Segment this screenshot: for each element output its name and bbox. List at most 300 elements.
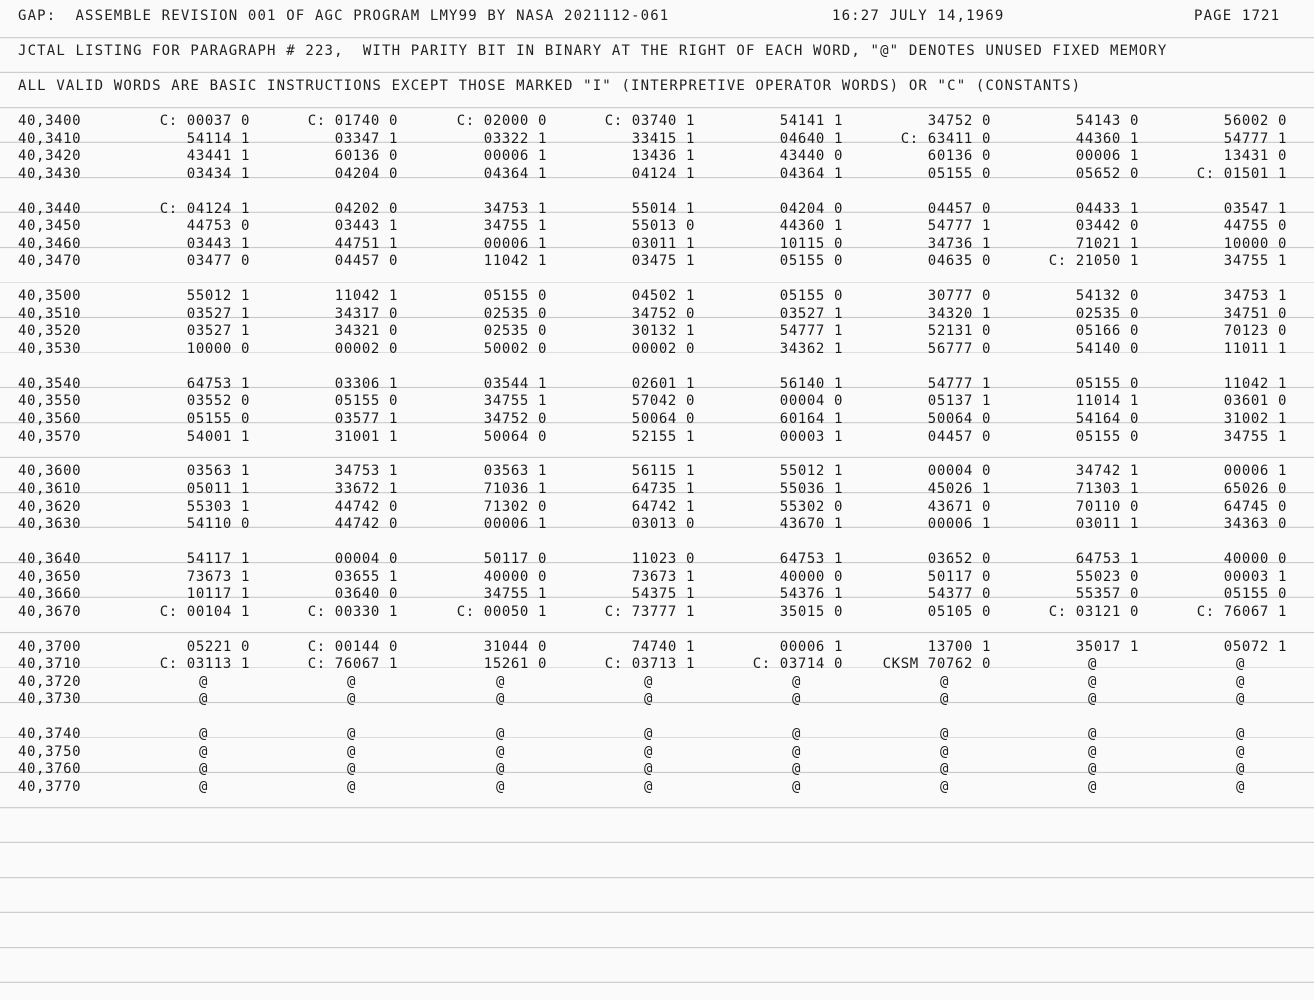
octal-word: 52131 0 [927, 323, 991, 340]
octal-word: 02535 0 [483, 305, 547, 322]
octal-word: 05166 0 [1075, 323, 1139, 340]
octal-word: 05221 0 [186, 638, 250, 655]
unused-memory-word: @ [1235, 761, 1245, 778]
octal-word: C: 73777 1 [604, 603, 695, 620]
unused-memory-word: @ [939, 673, 949, 690]
octal-word: 10117 1 [186, 586, 250, 603]
octal-word: 04635 0 [927, 253, 991, 270]
memory-address: 40,3610 [18, 481, 82, 497]
octal-word: 13700 1 [927, 638, 991, 655]
octal-word: 44751 1 [334, 235, 398, 252]
listing-row [0, 288, 1314, 305]
octal-word: 00004 0 [779, 393, 843, 410]
octal-word: 54114 1 [186, 130, 250, 147]
octal-word: 00003 1 [779, 428, 843, 445]
listing-row [0, 463, 1314, 480]
unused-memory-word: @ [939, 779, 949, 795]
octal-word: 00006 1 [483, 148, 547, 165]
octal-word: 34752 0 [631, 305, 695, 322]
octal-word: 54377 0 [927, 586, 991, 603]
octal-word: 52155 1 [631, 428, 695, 445]
unused-memory-word: @ [346, 726, 356, 743]
octal-word: 03443 1 [186, 235, 250, 252]
listing-row [0, 551, 1314, 568]
octal-word: 44360 1 [1075, 130, 1139, 147]
octal-word: 34736 1 [927, 235, 991, 252]
octal-word: 54777 1 [927, 218, 991, 235]
octal-word: 34753 1 [1223, 288, 1287, 305]
octal-word: 00004 0 [334, 551, 398, 567]
unused-memory-word: @ [346, 691, 356, 708]
octal-word: 60136 0 [927, 148, 991, 165]
listing-row [0, 499, 1314, 516]
octal-word: 34363 0 [1223, 516, 1287, 533]
unused-memory-word: @ [495, 779, 505, 795]
octal-word: 30132 1 [631, 323, 695, 340]
listing-row [0, 376, 1314, 393]
unused-memory-word: @ [791, 779, 801, 795]
octal-word: 04502 1 [631, 288, 695, 305]
octal-word: C: 00144 0 [307, 638, 398, 655]
memory-address: 40,3720 [18, 673, 82, 690]
octal-word: 04364 1 [483, 165, 547, 182]
octal-word: 54141 1 [779, 113, 843, 129]
octal-word: 71021 1 [1075, 235, 1139, 252]
listing-row [0, 586, 1314, 603]
octal-word: 05155 0 [1223, 586, 1287, 603]
octal-word: 11014 1 [1075, 393, 1139, 410]
octal-word: 34755 1 [483, 393, 547, 410]
octal-word: 03477 0 [186, 253, 250, 270]
listing-row [0, 604, 1314, 621]
octal-word: 03655 1 [334, 568, 398, 585]
octal-word: 11023 0 [631, 551, 695, 567]
listing-timestamp: 16:27 JULY 14,1969 [832, 8, 1005, 24]
unused-memory-word: @ [643, 691, 653, 708]
octal-word: 03552 0 [186, 393, 250, 410]
octal-word: 03011 1 [1075, 516, 1139, 533]
octal-word: 05155 0 [483, 288, 547, 305]
unused-memory-word: @ [1087, 743, 1097, 760]
octal-word: 03547 1 [1223, 200, 1287, 217]
octal-word: 35015 0 [779, 603, 843, 620]
memory-address: 40,3420 [18, 148, 82, 165]
octal-word: 71036 1 [483, 481, 547, 497]
memory-address: 40,3430 [18, 165, 82, 182]
memory-address: 40,3500 [18, 288, 82, 305]
octal-word: 05652 0 [1075, 165, 1139, 182]
unused-memory-word: @ [198, 691, 208, 708]
unused-memory-word: @ [791, 743, 801, 760]
unused-memory-word: @ [1087, 691, 1097, 708]
octal-word: 03601 0 [1223, 393, 1287, 410]
octal-word: 54001 1 [186, 428, 250, 445]
octal-word: 00006 1 [483, 516, 547, 533]
octal-word: 74740 1 [631, 638, 695, 655]
octal-word: 02535 0 [1075, 305, 1139, 322]
memory-address: 40,3520 [18, 323, 82, 340]
octal-word: 73673 1 [631, 568, 695, 585]
memory-address: 40,3470 [18, 253, 82, 270]
listing-row [0, 744, 1314, 761]
octal-word: 03652 0 [927, 551, 991, 567]
listing-row [0, 236, 1314, 253]
octal-word: 33415 1 [631, 130, 695, 147]
octal-word: 03442 0 [1075, 218, 1139, 235]
octal-word: 55012 1 [186, 288, 250, 305]
octal-word: 05155 0 [1075, 428, 1139, 445]
unused-memory-word: @ [1087, 673, 1097, 690]
memory-address: 40,3700 [18, 638, 82, 655]
octal-word: 54110 0 [186, 516, 250, 533]
octal-word: 11011 1 [1223, 341, 1287, 357]
octal-word: 44742 0 [334, 498, 398, 515]
memory-address: 40,3740 [18, 726, 82, 743]
unused-memory-word: @ [939, 726, 949, 743]
listing-row [0, 393, 1314, 410]
octal-word: 40000 0 [483, 568, 547, 585]
listing-row [0, 481, 1314, 498]
listing-row [0, 691, 1314, 708]
listing-row [0, 113, 1314, 130]
unused-memory-word: @ [1087, 761, 1097, 778]
octal-word: 03443 1 [334, 218, 398, 235]
memory-address: 40,3670 [18, 603, 82, 620]
memory-address: 40,3570 [18, 428, 82, 445]
octal-word: 04433 1 [1075, 200, 1139, 217]
unused-memory-word: @ [791, 726, 801, 743]
listing-row [0, 516, 1314, 533]
octal-word: 55012 1 [779, 463, 843, 480]
octal-word: 15261 0 [483, 656, 547, 673]
octal-word: 31001 1 [334, 428, 398, 445]
listing-description: JCTAL LISTING FOR PARAGRAPH # 223, WITH PARITY BIT IN BINARY AT THE RIGHT OF EACH WORD, "@" DENOTES UNUSED FIXED MEMORY [18, 43, 1168, 59]
unused-memory-word: @ [791, 673, 801, 690]
memory-address: 40,3750 [18, 743, 82, 760]
octal-word: 34362 1 [779, 341, 843, 357]
octal-word: 64753 1 [1075, 551, 1139, 567]
memory-address: 40,3770 [18, 779, 82, 795]
listing-row [0, 761, 1314, 778]
octal-word: 04457 0 [927, 428, 991, 445]
octal-word: 03527 1 [186, 323, 250, 340]
unused-memory-word: @ [1235, 743, 1245, 760]
octal-word: 44360 1 [779, 218, 843, 235]
octal-word: 54117 1 [186, 551, 250, 567]
octal-word: 04457 0 [334, 253, 398, 270]
unused-memory-word: @ [198, 761, 208, 778]
octal-word: 03563 1 [483, 463, 547, 480]
octal-word: 55036 1 [779, 481, 843, 497]
listing-legend: ALL VALID WORDS ARE BASIC INSTRUCTIONS EXCEPT THOSE MARKED "I" (INTERPRETIVE OPERATOR WORDS) OR "C" (CONSTANTS) [18, 78, 1082, 94]
memory-address: 40,3650 [18, 568, 82, 585]
memory-address: 40,3660 [18, 586, 82, 603]
octal-word: 34321 0 [334, 323, 398, 340]
octal-word: CKSM 70762 0 [882, 656, 991, 673]
unused-memory-word: @ [939, 761, 949, 778]
unused-memory-word: @ [198, 726, 208, 743]
octal-word: 35017 1 [1075, 638, 1139, 655]
listing-row [0, 411, 1314, 428]
memory-address: 40,3760 [18, 761, 82, 778]
octal-word: 70123 0 [1223, 323, 1287, 340]
unused-memory-word: @ [643, 743, 653, 760]
octal-word: 03306 1 [334, 375, 398, 392]
octal-word: 34752 0 [483, 411, 547, 427]
memory-address: 40,3620 [18, 498, 82, 515]
octal-word: 34742 1 [1075, 463, 1139, 480]
octal-word: 00004 0 [927, 463, 991, 480]
octal-word: 03475 1 [631, 253, 695, 270]
unused-memory-word: @ [198, 779, 208, 795]
octal-word: 57042 0 [631, 393, 695, 410]
octal-word: 11042 1 [334, 288, 398, 305]
octal-word: 34320 1 [927, 305, 991, 322]
octal-word: 03527 1 [779, 305, 843, 322]
unused-memory-word: @ [643, 673, 653, 690]
octal-word: 04457 0 [927, 200, 991, 217]
unused-memory-word: @ [791, 691, 801, 708]
listing-row [0, 201, 1314, 218]
unused-memory-word: @ [1235, 779, 1245, 795]
octal-word: 55013 0 [631, 218, 695, 235]
octal-word: 05155 0 [186, 411, 250, 427]
octal-word: 03527 1 [186, 305, 250, 322]
octal-word: C: 63411 0 [900, 130, 991, 147]
octal-word: 30777 0 [927, 288, 991, 305]
octal-word: 34755 1 [483, 218, 547, 235]
octal-word: 04364 1 [779, 165, 843, 182]
listing-row [0, 429, 1314, 446]
octal-word: 03544 1 [483, 375, 547, 392]
octal-word: 55014 1 [631, 200, 695, 217]
octal-word: 71303 1 [1075, 481, 1139, 497]
octal-word: 03640 0 [334, 586, 398, 603]
octal-word: 56002 0 [1223, 113, 1287, 129]
octal-word: 05137 1 [927, 393, 991, 410]
octal-word: 05155 0 [779, 253, 843, 270]
listing-row [0, 341, 1314, 358]
octal-word: 00006 1 [483, 235, 547, 252]
octal-word: 00003 1 [1223, 568, 1287, 585]
memory-address: 40,3550 [18, 393, 82, 410]
listing-row [0, 166, 1314, 183]
octal-word: C: 03113 1 [159, 656, 250, 673]
octal-word: 34753 1 [334, 463, 398, 480]
unused-memory-word: @ [939, 743, 949, 760]
octal-word: 54777 1 [927, 375, 991, 392]
memory-address: 40,3560 [18, 411, 82, 427]
memory-address: 40,3410 [18, 130, 82, 147]
unused-memory-word: @ [1235, 656, 1245, 673]
octal-word: 54164 0 [1075, 411, 1139, 427]
octal-word: 00002 0 [334, 341, 398, 357]
unused-memory-word: @ [1235, 673, 1245, 690]
memory-address: 40,3450 [18, 218, 82, 235]
unused-memory-word: @ [198, 673, 208, 690]
listing-row [0, 674, 1314, 691]
octal-word: C: 21050 1 [1048, 253, 1139, 270]
octal-word: 56140 1 [779, 375, 843, 392]
octal-word: 64745 0 [1223, 498, 1287, 515]
unused-memory-word: @ [939, 691, 949, 708]
octal-word: 34317 0 [334, 305, 398, 322]
unused-memory-word: @ [495, 691, 505, 708]
octal-word: 43441 1 [186, 148, 250, 165]
octal-word: 60136 0 [334, 148, 398, 165]
octal-word: 04204 0 [334, 165, 398, 182]
listing-row [0, 306, 1314, 323]
octal-word: 33672 1 [334, 481, 398, 497]
octal-word: 50002 0 [483, 341, 547, 357]
octal-word: 34751 0 [1223, 305, 1287, 322]
octal-word: 00006 1 [1075, 148, 1139, 165]
unused-memory-word: @ [791, 761, 801, 778]
octal-word: 64753 1 [779, 551, 843, 567]
listing-row [0, 656, 1314, 673]
listing-row [0, 569, 1314, 586]
octal-word: 10000 0 [1223, 235, 1287, 252]
octal-word: 44755 0 [1223, 218, 1287, 235]
octal-word: 54376 1 [779, 586, 843, 603]
octal-word: C: 00104 1 [159, 603, 250, 620]
octal-word: 03322 1 [483, 130, 547, 147]
octal-word: 05155 0 [1075, 375, 1139, 392]
listing-row [0, 131, 1314, 148]
octal-word: 65026 0 [1223, 481, 1287, 497]
octal-word: 11042 1 [1223, 375, 1287, 392]
octal-word: 56777 0 [927, 341, 991, 357]
unused-memory-word: @ [495, 726, 505, 743]
octal-word: 71302 0 [483, 498, 547, 515]
octal-word: 00002 0 [631, 341, 695, 357]
listing-row [0, 639, 1314, 656]
octal-word: 54777 1 [1223, 130, 1287, 147]
octal-word: 50117 0 [927, 568, 991, 585]
octal-word: 55303 1 [186, 498, 250, 515]
octal-word: C: 03714 0 [752, 656, 843, 673]
octal-word: 54777 1 [779, 323, 843, 340]
octal-word: 03013 0 [631, 516, 695, 533]
octal-word: 43671 0 [927, 498, 991, 515]
memory-address: 40,3530 [18, 341, 82, 357]
octal-word: C: 03740 1 [604, 113, 695, 129]
page-number: PAGE 1721 [1194, 8, 1281, 24]
octal-word: 04204 0 [779, 200, 843, 217]
octal-word: 00006 1 [1223, 463, 1287, 480]
octal-word: 64742 1 [631, 498, 695, 515]
octal-word: 05072 1 [1223, 638, 1287, 655]
octal-word: 44753 0 [186, 218, 250, 235]
octal-word: 50064 0 [483, 428, 547, 445]
octal-word: 34755 1 [483, 586, 547, 603]
octal-word: 03563 1 [186, 463, 250, 480]
unused-memory-word: @ [1087, 726, 1097, 743]
octal-word: C: 03121 0 [1048, 603, 1139, 620]
octal-word: 04640 1 [779, 130, 843, 147]
unused-memory-word: @ [1087, 656, 1097, 673]
unused-memory-word: @ [643, 779, 653, 795]
octal-word: 64735 1 [631, 481, 695, 497]
unused-memory-word: @ [346, 779, 356, 795]
octal-word: 34752 0 [927, 113, 991, 129]
unused-memory-word: @ [495, 673, 505, 690]
octal-word: 64753 1 [186, 375, 250, 392]
octal-word: 31044 0 [483, 638, 547, 655]
octal-word: 02601 1 [631, 375, 695, 392]
memory-address: 40,3440 [18, 200, 82, 217]
octal-word: 05155 0 [334, 393, 398, 410]
memory-address: 40,3460 [18, 235, 82, 252]
octal-word: 55302 0 [779, 498, 843, 515]
listing-row [0, 779, 1314, 796]
octal-word: C: 03713 1 [604, 656, 695, 673]
octal-word: 60164 1 [779, 411, 843, 427]
octal-word: 54143 0 [1075, 113, 1139, 129]
octal-word: C: 04124 1 [159, 200, 250, 217]
memory-address: 40,3540 [18, 375, 82, 392]
octal-word: 05105 0 [927, 603, 991, 620]
octal-word: 00006 1 [779, 638, 843, 655]
octal-word: 73673 1 [186, 568, 250, 585]
unused-memory-word: @ [643, 761, 653, 778]
unused-memory-word: @ [643, 726, 653, 743]
octal-word: 34755 1 [1223, 428, 1287, 445]
listing-row [0, 726, 1314, 743]
octal-word: 11042 1 [483, 253, 547, 270]
octal-word: 55357 0 [1075, 586, 1139, 603]
octal-word: 05011 1 [186, 481, 250, 497]
octal-word: 56115 1 [631, 463, 695, 480]
memory-address: 40,3710 [18, 656, 82, 673]
memory-address: 40,3600 [18, 463, 82, 480]
octal-word: 05155 0 [927, 165, 991, 182]
octal-word: 03434 1 [186, 165, 250, 182]
octal-word: 70110 0 [1075, 498, 1139, 515]
octal-word: 10115 0 [779, 235, 843, 252]
octal-word: 13431 0 [1223, 148, 1287, 165]
octal-word: C: 01501 1 [1196, 165, 1287, 182]
octal-word: C: 76067 1 [1196, 603, 1287, 620]
memory-address: 40,3510 [18, 305, 82, 322]
octal-word: 31002 1 [1223, 411, 1287, 427]
unused-memory-word: @ [346, 743, 356, 760]
octal-word: C: 00330 1 [307, 603, 398, 620]
octal-word: 04124 1 [631, 165, 695, 182]
octal-word: 54140 0 [1075, 341, 1139, 357]
unused-memory-word: @ [346, 673, 356, 690]
octal-word: 44742 0 [334, 516, 398, 533]
octal-word: 45026 1 [927, 481, 991, 497]
unused-memory-word: @ [495, 743, 505, 760]
octal-word: 50117 0 [483, 551, 547, 567]
octal-word: 43670 1 [779, 516, 843, 533]
octal-word: 40000 0 [1223, 551, 1287, 567]
listing-row [0, 218, 1314, 235]
octal-word: 55023 0 [1075, 568, 1139, 585]
memory-address: 40,3630 [18, 516, 82, 533]
octal-word: 54375 1 [631, 586, 695, 603]
octal-word: C: 02000 0 [456, 113, 547, 129]
octal-word: 03347 1 [334, 130, 398, 147]
octal-word: 00006 1 [927, 516, 991, 533]
octal-word: 03011 1 [631, 235, 695, 252]
unused-memory-word: @ [346, 761, 356, 778]
octal-word: 10000 0 [186, 341, 250, 357]
octal-word: 40000 0 [779, 568, 843, 585]
octal-word: 50064 0 [927, 411, 991, 427]
listing-row [0, 323, 1314, 340]
